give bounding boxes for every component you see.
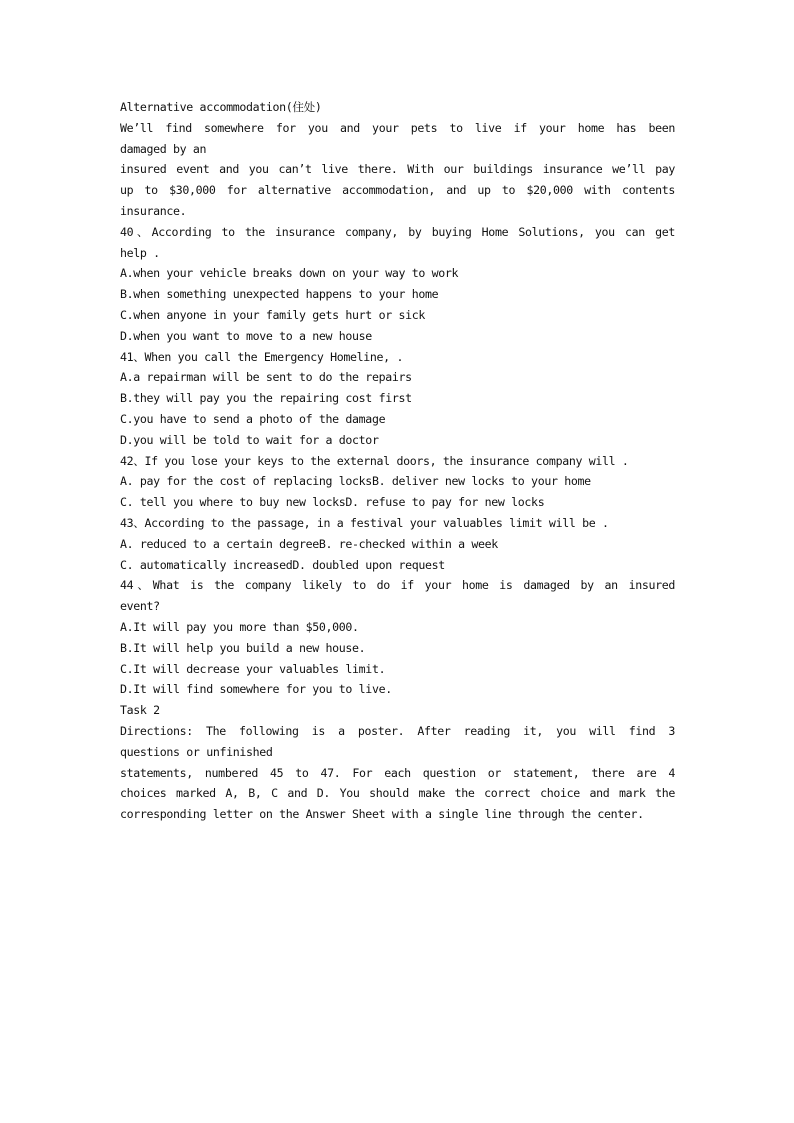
answer-option: C.you have to send a photo of the damage	[120, 411, 386, 426]
answer-option: A.a repairman will be sent to do the repairs	[120, 370, 412, 385]
answer-option: C.when anyone in your family gets hurt or sick	[120, 307, 425, 322]
paragraph-line: insurance.	[120, 203, 187, 218]
answer-option: A.when your vehicle breaks down on your way to work	[120, 266, 459, 281]
answer-option: A. pay for the cost of replacing locksB. deliver new locks to your home	[120, 474, 591, 489]
question-stem: event?	[120, 599, 160, 614]
answer-option: B.when something unexpected happens to your home	[120, 287, 439, 302]
question-stem: 41、When you call the Emergency Homeline, .	[120, 349, 404, 364]
directions-line: Directions: The following is a poster. After reading it, you will find 3	[120, 723, 675, 738]
answer-option: C.It will decrease your valuables limit.	[120, 661, 386, 676]
answer-option: D.It will find somewhere for you to live.	[120, 682, 392, 697]
answer-option: A.It will pay you more than $50,000.	[120, 619, 359, 634]
directions-line: choices marked A, B, C and D. You should make the correct choice and mark the	[120, 786, 675, 801]
answer-option: B.It will help you build a new house.	[120, 640, 366, 655]
question-stem: help .	[120, 245, 160, 260]
answer-option: B.they will pay you the repairing cost first	[120, 391, 412, 406]
directions-line: statements, numbered 45 to 47. For each question or statement, there are 4	[120, 765, 675, 780]
answer-option: D.you will be told to wait for a doctor	[120, 432, 379, 447]
directions-line: questions or unfinished	[120, 744, 273, 759]
directions-line: corresponding letter on the Answer Sheet with a single line through the center.	[120, 807, 644, 822]
paragraph-line: damaged by an	[120, 141, 207, 156]
answer-option: D.when you want to move to a new house	[120, 328, 372, 343]
answer-option: C. automatically increasedD. doubled upon request	[120, 557, 445, 572]
question-stem: 43、According to the passage, in a festival your valuables limit will be .	[120, 515, 609, 530]
answer-option: A. reduced to a certain degreeB. re-checked within a week	[120, 536, 498, 551]
section-heading: Alternative accommodation(住处)	[120, 100, 322, 114]
question-stem: 40、According to the insurance company, by buying Home Solutions, you can get	[120, 224, 675, 239]
document-body	[120, 97, 675, 825]
answer-option: C. tell you where to buy new locksD. refuse to pay for new locks	[120, 495, 545, 510]
paragraph-line: We’ll find somewhere for you and your pets to live if your home has been	[120, 120, 675, 135]
paragraph-line: up to $30,000 for alternative accommodation, and up to $20,000 with contents	[120, 183, 675, 198]
paragraph-line: insured event and you can’t live there. With our buildings insurance we’ll pay	[120, 162, 675, 177]
task-title: Task 2	[120, 703, 160, 718]
question-stem: 42、If you lose your keys to the external doors, the insurance company will .	[120, 453, 629, 468]
question-stem: 44、What is the company likely to do if your home is damaged by an insured	[120, 578, 675, 593]
